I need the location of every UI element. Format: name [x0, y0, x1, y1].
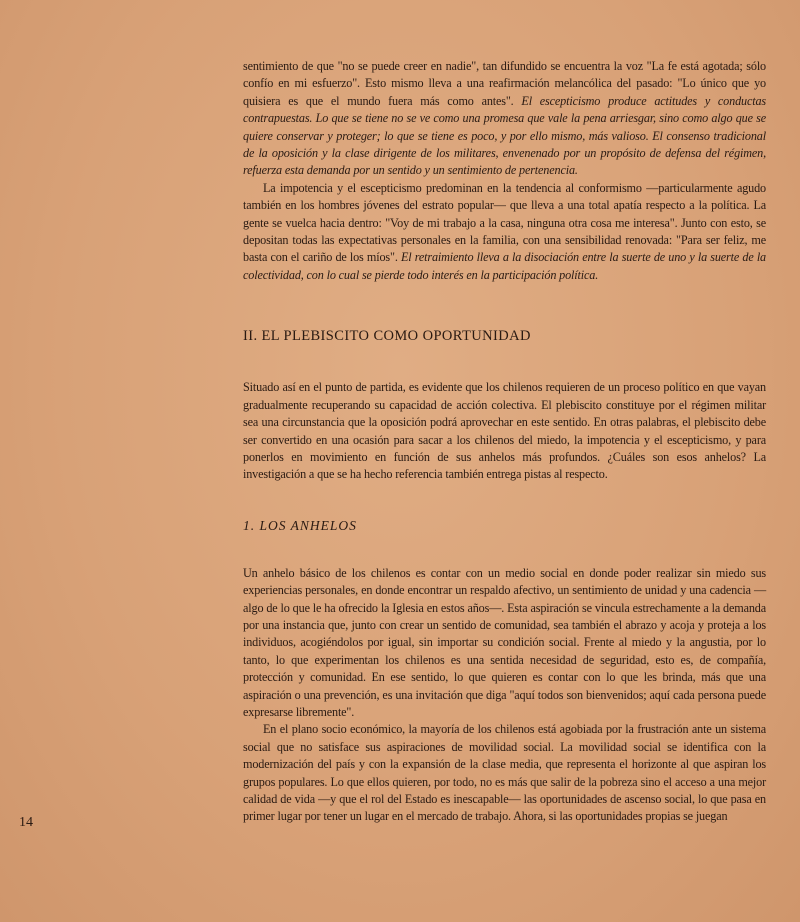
body-text: En el plano socio económico, la mayoría de los chilenos está agobiada por la frustración ante un sistema social que no satisface sus aspiraciones de movilidad social. La movilidad social se identifica con la modernización del país y con la expansión de la clase media, que representa el horizonte al que aspiran los grupos populares. Lo que ellos quieren, por todo, no es más que salir de la pobreza sino el acceso a una mejor calidad de vida —y que el rol del Estado es inescapable— las oportunidades de ascenso social, lo que pasa en primer lugar por tener un lugar en el mercado de trabajo. Ahora, si las oportunidades propias se juegan: [243, 722, 766, 824]
paragraph: [243, 565, 766, 722]
text-column: [243, 58, 766, 826]
body-text: La impotencia y el escepticismo predominan en la tendencia al conformismo —particularmente agudo también en los hombres jóvenes del estrato popular— que lleva a una total apatía respecto a la política. La gente se vuelca hacia dentro: "Voy de mi trabajo a la casa, ninguna otra cosa me interesa". Junto con esto, se depositan todas las expectativas personales en la familia, con una sensibilidad renovada: "Para ser feliz, me basta con el cariño de los míos".: [243, 180, 766, 265]
body-text: sentimiento de que "no se puede creer en nadie", tan difundido se encuentra la voz "La fe está agotada; sólo confío en mi esfuerzo". Esto mismo lleva a una reafirmación melancólica del pasado: "Lo único que yo quisiera es que el mundo fuera más como antes".: [243, 59, 766, 108]
italic-text: El retraimiento lleva a la disociación entre la suerte de uno y la suerte de la colectividad, con lo cual se pierde todo interés en la participación política.: [243, 250, 766, 282]
subsection-heading: 1. LOS ANHELOS: [243, 517, 357, 533]
body-text: Un anhelo básico de los chilenos es contar con un medio social en donde poder realizar sin miedo sus experiencias personales, en donde encontrar un respaldo afectivo, un sentimiento de unidad y una cadencia —algo de lo que le ha ofrecido la Iglesia en estos años—. Esta aspiración se vincula estrechamente a la demanda por una instancia que, junto con crear un sentido de comunidad, sea también el abrazo y acoja y proteja a los individuos, acogiéndolos por igual, sin importar su condición social. Frente al miedo y la angustia, por lo tanto, lo que experimentan los chilenos es una sentida necesidad de seguridad, esto es, de compañía, protección y comunidad. En ese sentido, lo que quieren es contar con lo que les brinda, más que una aspiración o una prevención, es una invitación que diga "aquí todos son bienvenidos; aquí cada persona puede expresarse libremente".: [243, 565, 766, 719]
paragraph: [243, 58, 766, 180]
intro-text: [243, 58, 766, 284]
italic-text: El escepticismo produce actitudes y conductas contrapuestas. Lo que se tiene no se ve como una promesa que vale la pena arriesgar, sino como algo que se quiere conservar y proteger; lo que se tiene es poco, y por ello mismo, más valioso. El consenso tradicional de la oposición y la clase dirigente de los militares, envenenado por un propósito de defensa del régimen, refuerza esta demanda por un sentido y un sentimiento de pertenencia.: [243, 93, 766, 178]
section-paragraph: Situado así en el punto de partida, es evidente que los chilenos requieren de un proceso político en que vayan gradualmente recuperando su capacidad de acción colectiva. El plebiscito constituye por el régimen militar sea una circunstancia que la oposición podrá aprovechar en este sentido. En otras palabras, el plebiscito debe ser convertido en una ocasión para sacar a los chilenos del miedo, la impotencia y el escepticismo, y para ponerlos en movimiento en función de sus anhelos más profundos. ¿Cuáles son esos anhelos? La investigación a que se ha hecho referencia también entrega pistas al respecto.: [243, 380, 766, 482]
page-number: 14: [19, 815, 33, 830]
section-heading: II. EL PLEBISCITO COMO OPORTUNIDAD: [243, 328, 531, 345]
paragraph: [243, 180, 766, 284]
paragraph: [243, 721, 766, 825]
anhelos-text: [243, 565, 766, 826]
